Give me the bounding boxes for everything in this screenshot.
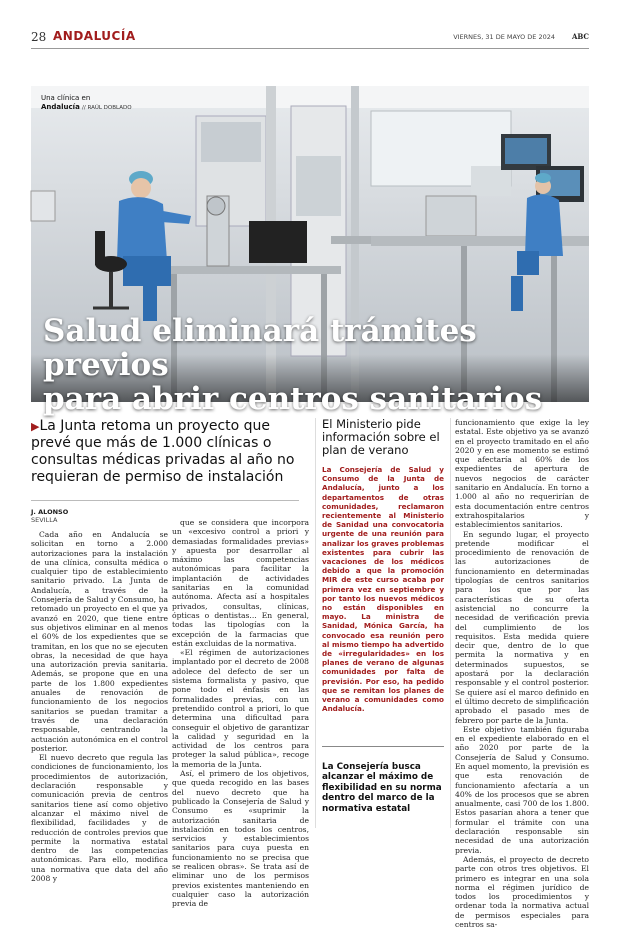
page-number: 28 [31, 30, 47, 44]
photo-credit: // RAÚL DOBLADO [82, 105, 132, 111]
lead-summary [31, 418, 301, 486]
body-paragraph: funcionamiento que exige la ley estatal. Este objetivo ya se avanzó en el proyecto tramitado en el año 2020 y en ese momento se estimó que afectaría al 60% de los expedientes de apertura de nuevos negocios de carácter sanitario en Andalucía. En torno a 1.000 al año no requerirían de esta documentación entre centros extrahospitalarios y establecimientos sanitarios. [455, 418, 589, 530]
lead-text: La Junta retoma un proyecto que prevé que más de 1.000 clínicas o consultas médicas privadas al año no requieran de permiso de instalación [31, 418, 295, 485]
play-arrow-icon: ▶ [31, 420, 40, 433]
body-paragraph: «El régimen de autorizaciones implantado por el decreto de 2008 adolece del defecto de ser un sistema formalista y pasivo, que pone todo el énfasis en las formalidades previas, con un pretendido control a priori, lo que determina una dificultad para conseguir el objetivo de garantizar la calidad y seguridad en la actividad de los centros para proteger la salud pública», recoge la memoria de la Junta. [172, 648, 309, 769]
caption-location: Andalucía [41, 103, 80, 111]
column-divider [315, 418, 316, 828]
headline-line2: para abrir centros sanitarios [43, 381, 543, 417]
body-paragraph: Cada año en Andalucía se solicitan en torno a 2.000 autorizaciones para la instalación de una clínica, consulta médica o cualquier tipo de establecimiento sanitario privado. La Junta de Andalucía, a través de la Consejería de Salud y Consumo, ha retomado un proyecto en el que ya avanzó en 2020, que tiene entre sus objetivos eliminar en al menos el 60% de los expedientes que se tramitan, en los que no se ejecuten obras, la necesidad de que haya una autorización previa sanitaria. Además, se propone que en una parte de los 1.800 expedientes anuales de renovación de funcionamiento de los negocios sanitarios se puedan tramitar a través de una declaración responsable, centrando la actuación autonómica en el control posterior. [31, 530, 168, 753]
body-paragraph: El nuevo decreto que regula las condiciones de funcionamiento, los procedimientos de autorización, declaración responsable y comunicación previa de centros sanitarios tiene así como objetivo alcanzar el máximo nivel de flexibilidad, facilidades y de reducción de controles previos que permite la normativa estatal dentro de las competencias autonómicas. Para ello, modifica una normativa que data del año 2008 y [31, 753, 168, 883]
page-header [31, 30, 589, 48]
pull-quote-divider [322, 746, 444, 747]
page-title [43, 314, 583, 416]
headline-line1: Salud eliminará trámites previos [43, 313, 477, 383]
body-paragraph: En segundo lugar, el proyecto pretende modificar el procedimiento de renovación de las autorizaciones de funcionamiento en determinadas tipologías de centros sanitarios para los que por las características de su oferta asistencial no concurre la necesidad de verificación previa del cumplimiento de los requisitos. Esta medida quiere decir que, dentro de lo que permita la normativa y en determinados supuestos, se apostará por la declaración responsable y el control posterior. Se quiere así el marco definido en el último decreto de simplificación aprobado el pasado mes de febrero por parte de la Junta. [455, 529, 589, 725]
body-paragraph: que se considera que incorpora un «excesivo control a priori y demasiadas formalidades previas» y apuesta por desarrollar al máximo las competencias autonómicas para facilitar la implantación de actividades sanitarias en la comunidad autónoma. Afecta así a hospitales privados, consultas, clínicas, ópticas o dentistas... En general, todas las tipologías con la excepción de la farmacias que están excluidas de la normativa. [172, 518, 309, 648]
body-paragraph: Además, el proyecto de decreto parte con otros tres objetivos. El primero es integrar en una sola norma el régimen jurídico de todos los procedimientos y ordenar toda la normativa actual de permisos especiales para centros sa- [455, 854, 589, 929]
photo-caption [41, 94, 132, 113]
body-column-1 [31, 530, 168, 883]
body-column-2 [172, 518, 309, 909]
byline [31, 508, 68, 524]
lead-photo [31, 86, 589, 417]
author-name: J. ALONSO [31, 508, 69, 516]
lead-divider [31, 500, 299, 501]
brand-logo: ABC [571, 32, 589, 41]
sidebar-title: El Ministerio pide información sobre el plan de verano [322, 417, 440, 457]
body-paragraph: Así, el primero de los objetivos, que queda recogido en las bases del nuevo decreto que ha publicado la Consejería de Salud y Consumo es «suprimir la autorización sanitaria de instalación en todos los centros, servicios y establecimientos sanitarios para cuya puesta en funcionamiento no se precisa que se realicen obras». Se trata así de eliminar uno de los permisos previos existentes manteniendo en cualquier caso la autorización previa de [172, 769, 309, 909]
pull-quote: La Consejería busca alcanzar el máximo de flexibilidad en su norma dentro del marco de la normativa estatal [322, 762, 442, 814]
dateline-city: SEVILLA [31, 516, 58, 524]
header-divider [31, 48, 589, 49]
section-name: ANDALUCÍA [53, 29, 136, 43]
sidebar-box [322, 418, 444, 747]
column-divider [450, 418, 451, 828]
caption-text-line1: Una clínica en [41, 94, 91, 102]
issue-date: VIERNES, 31 DE MAYO DE 2024 [453, 33, 555, 41]
sidebar-body: La Consejería de Salud y Consumo de la Junta de Andalucía, junto a los departamentos de otras comunidades, reclamaron recientemente al Ministerio de Sanidad una convocatoria urgente de una reunión para analizar los graves problemas existentes para cubrir las vacaciones de los médicos debido a que la promoción MIR de este curso acaba por primera vez en septiembre y por tanto los nuevos médicos no están disponibles en mayo. La ministra de Sanidad, Mónica García, ha convocado esa reunión pero al mismo tiempo ha advertido de «irregularidades» en los planes de verano de algunas comunidades por falta de previsión. Por eso, ha pedido que se remitan los planes de verano a comunidades como Andalucía. [322, 465, 444, 714]
body-paragraph: Este objetivo también figuraba en el expediente elaborado en el año 2020 por parte de la Consejería de Salud y Consumo. En aquel momento, la previsión es que esta renovación de funcionamiento afectaría a un 40% de los procesos que se abren anualmente, casi 700 de los 1.800. Estos pasarían ahora a tener que formular el trámite con una declaración responsable sin necesidad de una autorización previa. [455, 724, 589, 855]
body-column-4 [455, 418, 589, 929]
